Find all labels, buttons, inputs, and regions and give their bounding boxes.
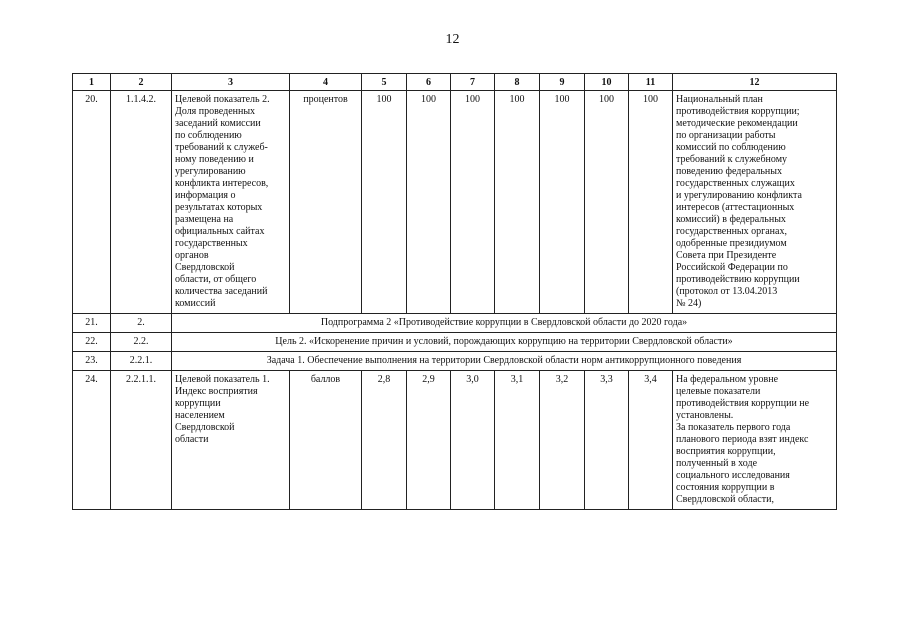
value-cell: 100 [362, 91, 407, 314]
row-number: 23. [73, 352, 111, 371]
header-row [73, 74, 837, 91]
row-code: 1.1.4.2. [111, 91, 172, 314]
value-cell: 2,8 [362, 371, 407, 510]
header-cell: 1 [73, 74, 111, 91]
header-cell: 11 [629, 74, 673, 91]
row-code: 2. [111, 314, 172, 333]
table-row [73, 333, 837, 352]
value-cell: 100 [495, 91, 540, 314]
value-cell: 2,9 [407, 371, 451, 510]
value-cell: 100 [629, 91, 673, 314]
value-cell: 3,2 [540, 371, 585, 510]
row-code: 2.2. [111, 333, 172, 352]
header-cell: 9 [540, 74, 585, 91]
row-number: 21. [73, 314, 111, 333]
value-cell: 3,3 [585, 371, 629, 510]
value-cell: 100 [540, 91, 585, 314]
table-row [73, 91, 837, 314]
unit: баллов [290, 371, 362, 510]
header-cell: 10 [585, 74, 629, 91]
indicator-name: Целевой показатель 1. Индекс восприятия коррупции населением Свердловской области [172, 371, 290, 510]
value-cell: 100 [585, 91, 629, 314]
table-row [73, 314, 837, 333]
header-cell: 8 [495, 74, 540, 91]
section-title: Цель 2. «Искоренение причин и условий, порождающих коррупцию на территории Свердловской области» [172, 333, 837, 352]
row-number: 20. [73, 91, 111, 314]
header-cell: 4 [290, 74, 362, 91]
row-code: 2.2.1.1. [111, 371, 172, 510]
header-cell: 12 [673, 74, 837, 91]
header-cell: 6 [407, 74, 451, 91]
header-cell: 3 [172, 74, 290, 91]
table-row [73, 371, 837, 510]
header-cell: 2 [111, 74, 172, 91]
table-row [73, 352, 837, 371]
header-cell: 5 [362, 74, 407, 91]
source-cell: Национальный план противодействия коррупции; методические рекомендации по организации работы комиссий по соблюдению требований к служебному поведению федеральных государственных служащих и урегулированию конфликта интересов (аттестационных комиссий) в федеральных государственных органах, одобренные президиумом Совета при Президенте Российской Федерации по противодействию коррупции (протокол от 13.04.2013 № 24) [673, 91, 837, 314]
section-title: Задача 1. Обеспечение выполнения на территории Свердловской области норм антикоррупционного поведения [172, 352, 837, 371]
indicator-name: Целевой показатель 2. Доля проведенных заседаний комиссии по соблюдению требований к служеб- ному поведению и урегулированию конфликта интересов, информация о результатах которых размещена на официальных сайтах государственных органов Свердловской области, от общего количества заседаний комиссий [172, 91, 290, 314]
value-cell: 100 [407, 91, 451, 314]
row-number: 24. [73, 371, 111, 510]
value-cell: 3,4 [629, 371, 673, 510]
value-cell: 3,0 [451, 371, 495, 510]
page-number: 12 [445, 32, 460, 47]
unit: процентов [290, 91, 362, 314]
source-cell: На федеральном уровне целевые показатели противодействия коррупции не установлены. За показатель первого года планового периода взят индекс восприятия коррупции, полученный в ходе социального исследования состояния коррупции в Свердловской области, [673, 371, 837, 510]
row-code: 2.2.1. [111, 352, 172, 371]
section-title: Подпрограмма 2 «Противодействие коррупции в Свердловской области до 2020 года» [172, 314, 837, 333]
header-cell: 7 [451, 74, 495, 91]
indicators-table [72, 73, 837, 510]
row-number: 22. [73, 333, 111, 352]
value-cell: 100 [451, 91, 495, 314]
value-cell: 3,1 [495, 371, 540, 510]
